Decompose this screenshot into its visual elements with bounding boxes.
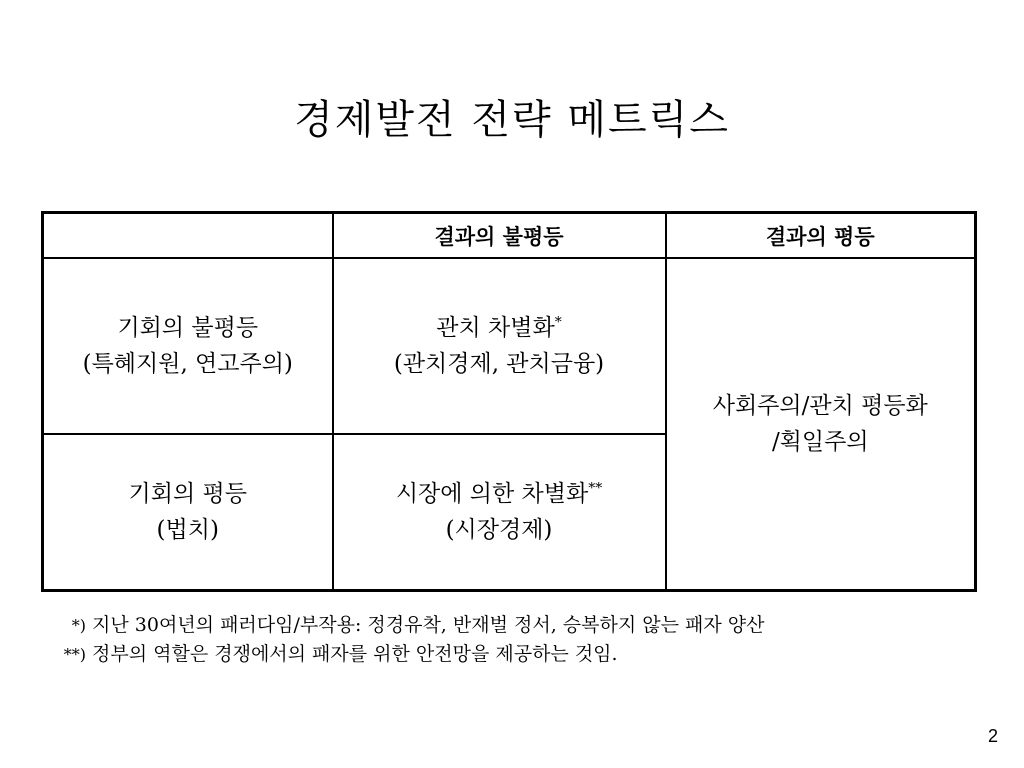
cell-government-differentiation: [333, 258, 666, 434]
row-label-title: 기회의 불평등: [117, 315, 259, 341]
footnote-marker: **: [588, 480, 603, 497]
header-outcome-inequality: 결과의 불평등: [333, 213, 666, 259]
row-label-detail: (법치): [156, 517, 219, 543]
matrix-corner-cell: [43, 213, 333, 259]
footnote-marker: *: [554, 314, 562, 331]
matrix-row-opportunity-inequality: [43, 258, 976, 434]
footnote-1: [60, 611, 764, 640]
cell-market-differentiation: [333, 434, 666, 591]
cell-title-text: 시장에 의한 차별화: [395, 481, 589, 507]
cell-detail: (시장경제): [445, 517, 553, 543]
footnote-2: [60, 640, 764, 669]
row-label-opportunity-inequality: [43, 258, 333, 434]
slide-title: 경제발전 전략 메트릭스: [294, 97, 730, 143]
merged-cell-line1: 사회주의/관치 평등화: [712, 393, 928, 419]
row-label-title: 기회의 평등: [128, 481, 247, 507]
cell-title-text: 관치 차별화: [436, 315, 555, 341]
cell-title-line: [334, 476, 665, 512]
row-label-opportunity-equality: [43, 434, 333, 591]
matrix-header-row: [43, 213, 976, 259]
footnote-text: 정부의 역할은 경쟁에서의 패자를 위한 안전망을 제공하는 것임.: [92, 643, 618, 665]
cell-detail: (관치경제, 관치금융): [393, 351, 605, 377]
strategy-matrix-table: [41, 211, 977, 592]
footnote-mark: *): [71, 616, 86, 635]
merged-cell-line2: /획일주의: [771, 429, 869, 455]
cell-socialist-equalization: [666, 258, 976, 591]
header-outcome-equality: 결과의 평등: [666, 213, 976, 259]
footnotes: [60, 611, 764, 669]
row-label-detail: (특혜지원, 연고주의): [82, 351, 293, 377]
cell-title-line: [334, 310, 665, 346]
page-number: 2: [987, 726, 998, 746]
footnote-text: 지난 30여년의 패러다임/부작용: 정경유착, 반재벌 정서, 승복하지 않는 패자 양산: [92, 614, 765, 636]
footnote-mark: **): [63, 645, 86, 664]
